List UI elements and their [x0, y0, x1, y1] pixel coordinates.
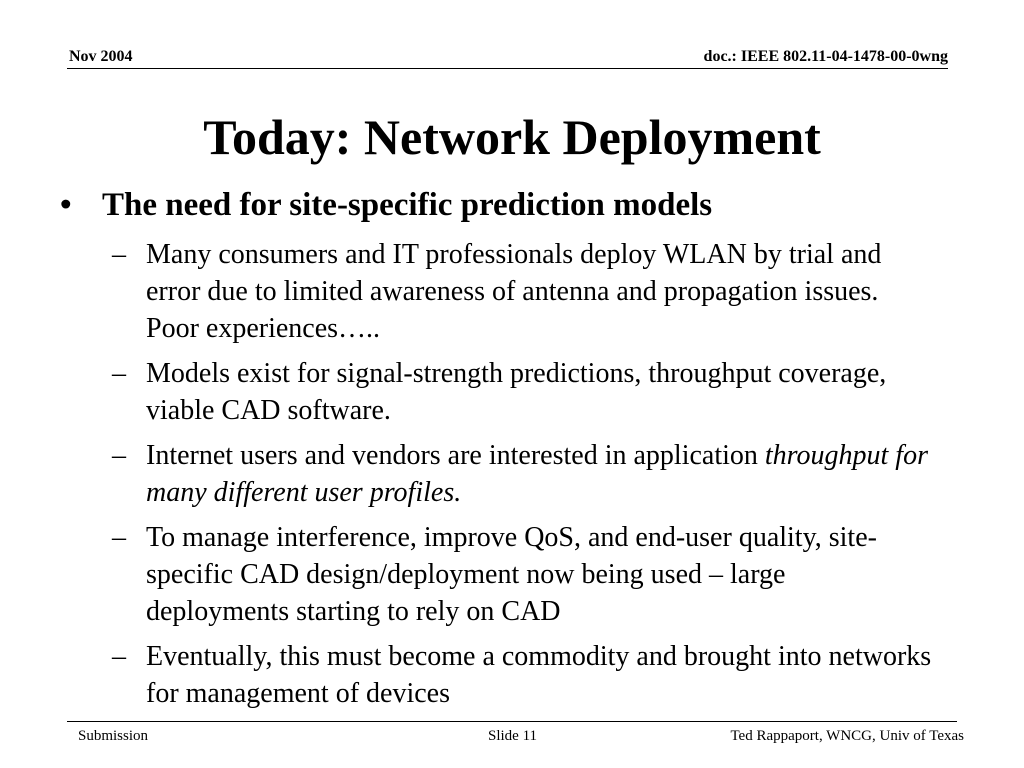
sub-bullet-text: Many consumers and IT professionals deploy WLAN by trial and error due to limited awareness of antenna and propagation issues. Poor experiences….. — [146, 239, 882, 344]
footer-submission: Submission — [78, 728, 149, 744]
dash-marker: – — [112, 440, 126, 471]
header-date: Nov 2004 — [69, 48, 133, 65]
sub-bullet-text: Models exist for signal-strength predictions, throughput coverage, viable CAD software. — [146, 358, 887, 426]
footer-author: Ted Rappaport, WNCG, Univ of Texas — [730, 728, 964, 744]
sub-bullet-list — [112, 236, 932, 720]
dash-marker: – — [112, 522, 126, 553]
dash-marker: – — [112, 239, 126, 270]
sub-bullet-italic-text: throughput for many different user profiles. — [146, 440, 928, 508]
footer-slide-number: Slide 11 — [488, 728, 538, 744]
footer-divider — [67, 721, 957, 722]
sub-bullet — [112, 437, 932, 511]
sub-bullet-text: Internet users and vendors are interested in application — [146, 440, 765, 471]
slide-title: Today: Network Deployment — [203, 109, 821, 165]
sub-bullet — [112, 355, 932, 429]
sub-bullet — [112, 519, 932, 630]
header-doc-id: doc.: IEEE 802.11-04-1478-00-0wng — [703, 48, 948, 65]
dash-marker: – — [112, 641, 126, 672]
sub-bullet — [112, 638, 932, 712]
sub-bullet — [112, 236, 932, 347]
header-divider — [67, 68, 948, 69]
main-bullet — [60, 184, 712, 226]
main-bullet-text: The need for site-specific prediction models — [102, 187, 713, 223]
sub-bullet-text: Eventually, this must become a commodity and brought into networks for management of devices — [146, 641, 932, 709]
sub-bullet-text: To manage interference, improve QoS, and end-user quality, site-specific CAD design/deployment now being used – large deployments starting to rely on CAD — [146, 522, 877, 627]
bullet-marker: • — [60, 187, 72, 223]
dash-marker: – — [112, 358, 126, 389]
